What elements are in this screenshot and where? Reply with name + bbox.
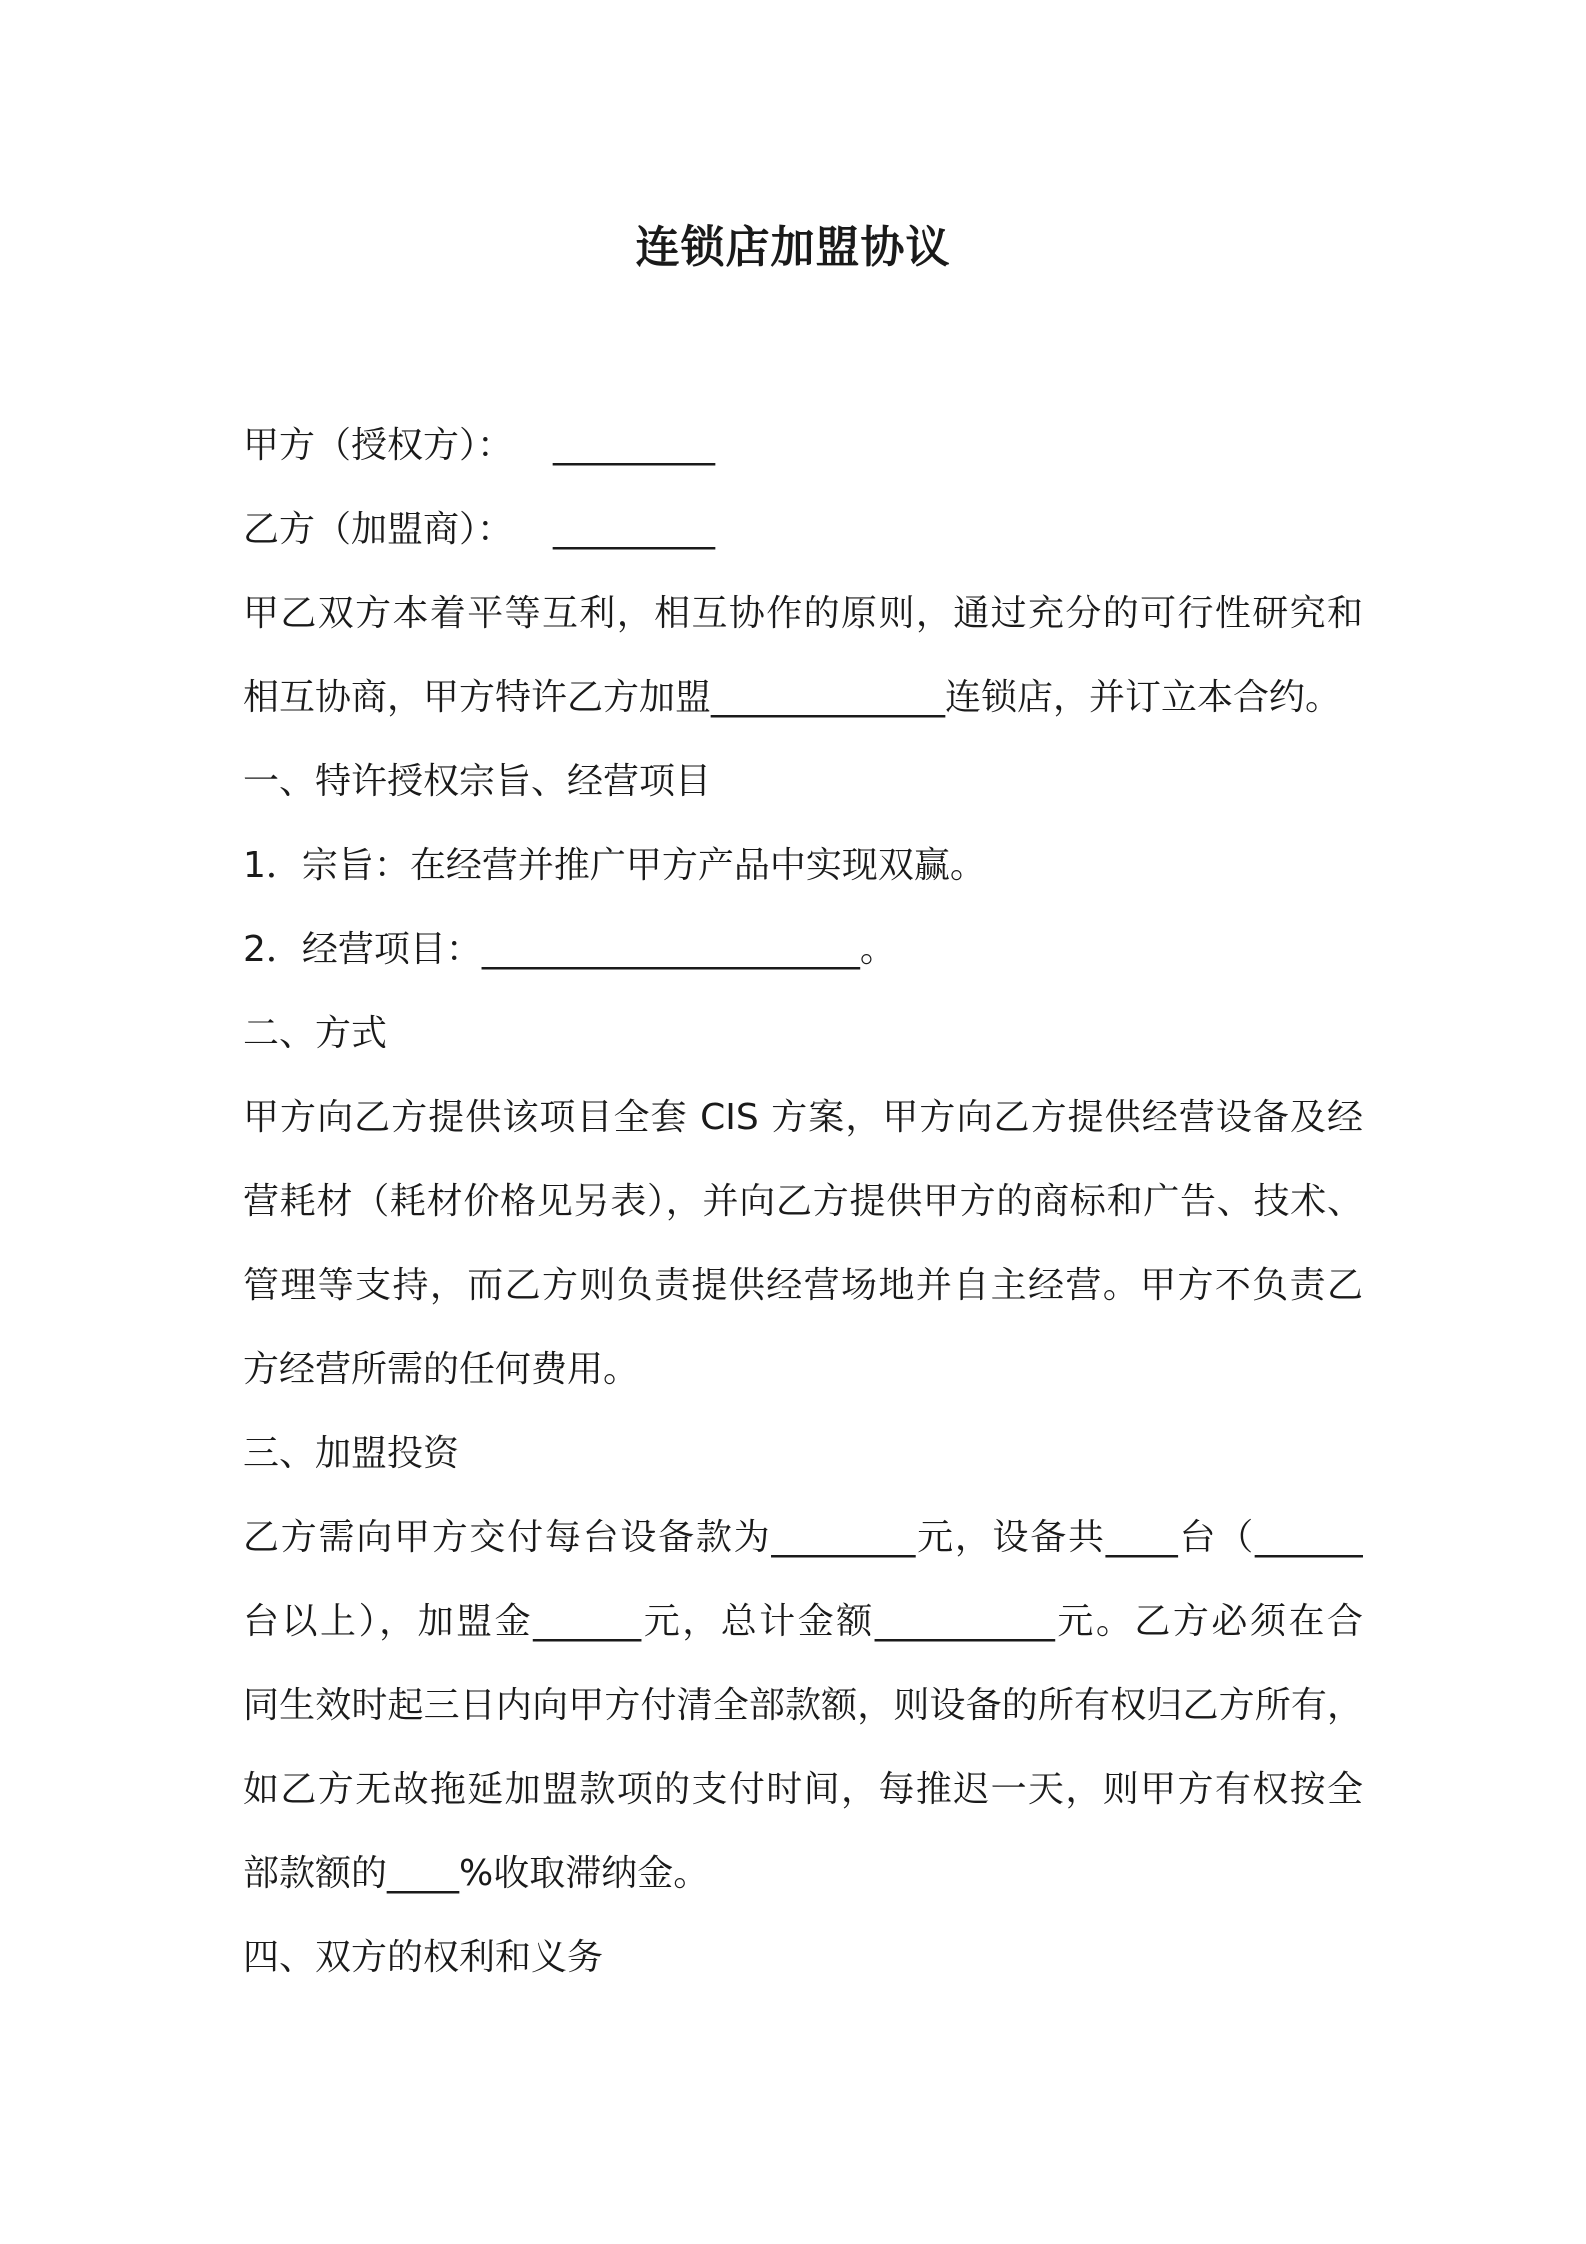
party-a-line — [243, 404, 1363, 488]
preamble-line-1: 甲乙双方本着平等互利，相互协作的原则，通过充分的可行性研究和 — [243, 593, 1363, 634]
section-3-heading: 三、加盟投资 — [243, 1433, 460, 1474]
section-3-line-1: 乙方需向甲方交付每台设备款为________元，设备共____台（______ — [243, 1517, 1363, 1558]
section-3-line-4: 如乙方无故拖延加盟款项的支付时间，每推迟一天，则甲方有权按全 — [243, 1769, 1363, 1810]
party-a-label: 甲方（授权方）： — [243, 425, 514, 466]
section-4-heading: 四、双方的权利和义务 — [243, 1937, 604, 1978]
document-body — [243, 404, 1363, 2000]
document-title: 连锁店加盟协议 — [635, 222, 951, 273]
section-1-heading: 一、特许授权宗旨、经营项目 — [243, 761, 712, 802]
section-3-line-5: 部款额的____%收取滞纳金。 — [243, 1853, 710, 1894]
section-2-line-3: 管理等支持，而乙方则负责提供经营场地并自主经营。甲方不负责乙 — [243, 1265, 1363, 1306]
section-2-line-4: 方经营所需的任何费用。 — [243, 1349, 640, 1390]
section-1-item-1: 1．宗旨：在经营并推广甲方产品中实现双赢。 — [243, 845, 986, 886]
section-2-line-1: 甲方向乙方提供该项目全套 CIS 方案，甲方向乙方提供经营设备及经 — [243, 1097, 1363, 1138]
section-1-item-2: 2．经营项目：_____________________。 — [243, 929, 896, 970]
party-b-line — [243, 488, 1363, 572]
section-3-line-3: 同生效时起三日内向甲方付清全部款额，则设备的所有权归乙方所有， — [243, 1685, 1363, 1726]
section-3-line-2: 台以上），加盟金______元，总计金额__________元。乙方必须在合 — [243, 1601, 1363, 1642]
section-2-line-2: 营耗材（耗材价格见另表），并向乙方提供甲方的商标和广告、技术、 — [243, 1181, 1363, 1222]
section-2-heading: 二、方式 — [243, 1013, 388, 1054]
party-b-blank: _________ — [553, 509, 716, 550]
party-b-label: 乙方（加盟商）： — [243, 509, 514, 550]
preamble-line-2: 相互协商，甲方特许乙方加盟_____________连锁店，并订立本合约。 — [243, 677, 1342, 718]
party-a-blank: _________ — [553, 425, 716, 466]
